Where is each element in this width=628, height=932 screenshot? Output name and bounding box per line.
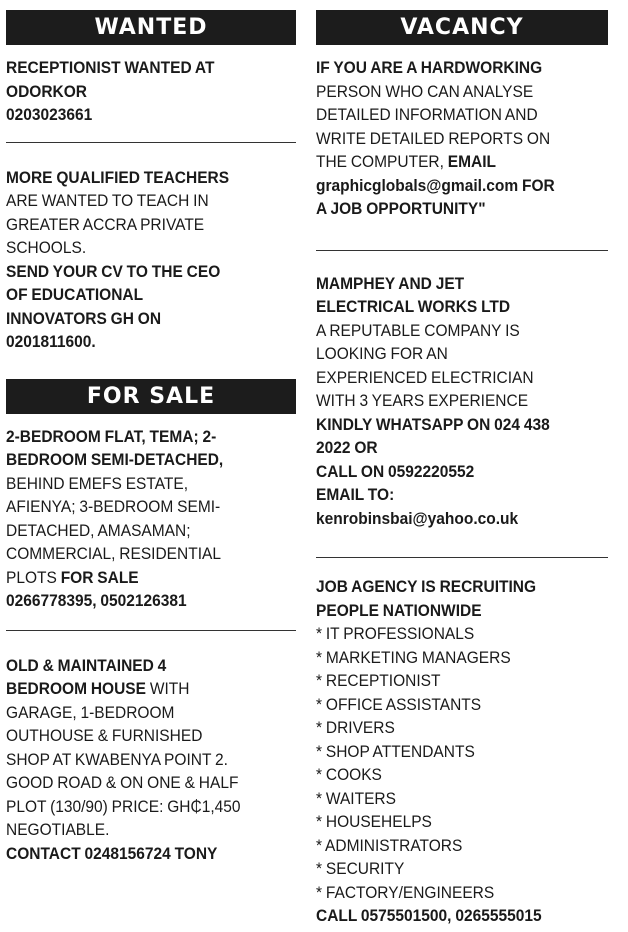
ad-flats xyxy=(6,426,295,614)
divider xyxy=(316,557,608,558)
ad-cta-line: KINDLY WHATSAPP ON 024 438 xyxy=(316,415,550,434)
ad-body-line: DETAILED INFORMATION AND xyxy=(316,106,538,124)
ad-heading: 2-BEDROOM FLAT, TEMA; 2- xyxy=(6,427,217,446)
ad-email[interactable]: graphicglobals@gmail.com xyxy=(316,176,519,195)
left-column xyxy=(6,10,296,866)
ad-body-line: WITH 3 YEARS EXPERIENCE xyxy=(316,392,529,410)
ad-body-line: OUTHOUSE & FURNISHED xyxy=(6,727,203,745)
ad-heading: BEDROOM SEMI-DETACHED, xyxy=(6,451,224,469)
ad-house xyxy=(6,655,295,867)
ad-body-line: LOOKING FOR AN xyxy=(316,345,448,363)
ad-body-text: THE COMPUTER, xyxy=(316,153,448,171)
divider xyxy=(6,630,296,631)
ad-body-line xyxy=(316,151,607,175)
role-list-item: * DRIVERS xyxy=(316,719,395,737)
ad-body-line xyxy=(6,567,295,591)
ad-email-suffix: FOR xyxy=(518,176,555,195)
role-list-item: * SHOP ATTENDANTS xyxy=(316,742,475,761)
ad-body-line: EXPERIENCED ELECTRICIAN xyxy=(316,368,534,387)
ad-body-line: GOOD ROAD & ON ONE & HALF xyxy=(6,774,239,792)
ad-phone: 0266778395, 0502126381 xyxy=(6,592,187,610)
ad-receptionist xyxy=(6,57,295,128)
ad-heading: RECEPTIONIST WANTED AT xyxy=(6,59,215,77)
ad-heading: ODORKOR xyxy=(6,82,88,101)
ad-cta-line: 2022 OR xyxy=(316,439,378,457)
ad-body-text: WITH xyxy=(146,680,190,698)
ad-contact: CONTACT 0248156724 TONY xyxy=(6,844,218,863)
ad-body-line: COMMERCIAL, RESIDENTIAL xyxy=(6,545,221,563)
role-list-item: * ADMINISTRATORS xyxy=(316,836,463,855)
ad-mamphey xyxy=(316,273,607,532)
ad-phone: CALL 0575501500, 0265555015 xyxy=(316,907,542,925)
vacancy-banner: VACANCY xyxy=(316,10,608,45)
ad-heading: MAMPHEY AND JET xyxy=(316,274,465,293)
ad-body-line: AFIENYA; 3-BEDROOM SEMI- xyxy=(6,498,221,516)
ad-cta-line: A JOB OPPORTUNITY" xyxy=(316,200,486,218)
ad-heading: MORE QUALIFIED TEACHERS xyxy=(6,168,230,187)
role-list-item: * FACTORY/ENGINEERS xyxy=(316,883,495,902)
ad-body-text: PLOTS xyxy=(6,568,61,587)
ad-cta-line: SEND YOUR CV TO THE CEO xyxy=(6,262,221,281)
ad-body-line: DETACHED, AMASAMAN; xyxy=(6,521,191,540)
ad-body-line: GARAGE, 1-BEDROOM xyxy=(6,703,175,722)
ad-phone: 0203023661 xyxy=(6,106,93,124)
ad-teachers xyxy=(6,167,295,355)
ad-heading: ELECTRICAL WORKS LTD xyxy=(316,298,511,316)
ad-body-line: ARE WANTED TO TEACH IN xyxy=(6,192,209,210)
role-list-item: * RECEPTIONIST xyxy=(316,672,441,690)
ad-heading: JOB AGENCY IS RECRUITING xyxy=(316,578,537,596)
role-list-item: * HOUSEHELPS xyxy=(316,813,432,831)
role-list-item: * IT PROFESSIONALS xyxy=(316,625,475,643)
for-sale-banner: FOR SALE xyxy=(6,379,296,414)
ad-email-label: EMAIL xyxy=(447,153,497,171)
ad-heading: BEDROOM HOUSE xyxy=(6,680,147,698)
ad-cta-line: INNOVATORS GH ON xyxy=(6,309,162,328)
ad-body-line: SHOP AT KWABENYA POINT 2. xyxy=(6,750,228,769)
role-list-item: * OFFICE ASSISTANTS xyxy=(316,695,482,714)
ad-cta-line: EMAIL TO: xyxy=(316,486,395,504)
ad-agency xyxy=(316,576,607,929)
divider xyxy=(316,250,608,251)
ad-for-sale-label: FOR SALE xyxy=(60,568,139,587)
ad-body-line: WRITE DETAILED REPORTS ON xyxy=(316,129,551,148)
ad-heading: OLD & MAINTAINED 4 xyxy=(6,656,167,675)
ad-body-line: BEHIND EMEFS ESTATE, xyxy=(6,474,189,493)
divider xyxy=(6,142,296,143)
wanted-banner: WANTED xyxy=(6,10,296,45)
roles-list xyxy=(316,623,607,905)
role-list-item: * WAITERS xyxy=(316,789,396,808)
ad-email-line xyxy=(316,175,607,199)
ad-body-line: NEGOTIABLE. xyxy=(6,821,110,839)
right-column xyxy=(316,10,608,929)
ad-cta-line: OF EDUCATIONAL xyxy=(6,286,144,304)
ad-price-line: PLOT (130/90) PRICE: GH₵1,450 xyxy=(6,797,241,816)
ad-body-line: A REPUTABLE COMPANY IS xyxy=(316,321,520,340)
ad-body-line: PERSON WHO CAN ANALYSE xyxy=(316,82,534,101)
ad-heading: PEOPLE NATIONWIDE xyxy=(316,601,482,620)
ad-hardworking xyxy=(316,57,607,222)
ad-body-line: SCHOOLS. xyxy=(6,239,87,257)
ad-heading-line xyxy=(6,678,295,702)
ad-body-line: GREATER ACCRA PRIVATE xyxy=(6,215,205,234)
role-list-item: * SECURITY xyxy=(316,860,405,878)
ad-phone: CALL ON 0592220552 xyxy=(316,462,475,481)
ad-phone: 0201811600. xyxy=(6,333,96,351)
role-list-item: * MARKETING MANAGERS xyxy=(316,648,511,667)
role-list-item: * COOKS xyxy=(316,766,382,784)
ad-email[interactable]: kenrobinsbai@yahoo.co.uk xyxy=(316,509,519,528)
ad-heading: IF YOU ARE A HARDWORKING xyxy=(316,59,543,77)
